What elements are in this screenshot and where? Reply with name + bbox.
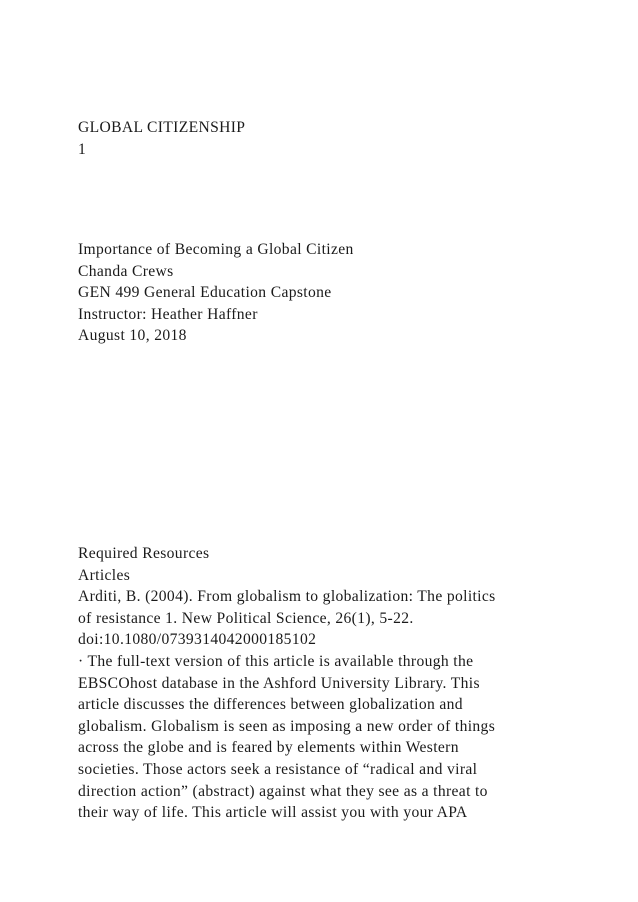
resource-text-line: of resistance 1. New Political Science, 26(1), 5-22. <box>78 609 414 627</box>
course-name: GEN 499 General Education Capstone <box>78 284 332 302</box>
resource-text-line: across the globe and is feared by elements within Western <box>78 739 459 757</box>
running-header <box>78 117 578 160</box>
paper-date: August 10, 2018 <box>78 327 187 345</box>
paper-title: Importance of Becoming a Global Citizen <box>78 241 354 258</box>
resources-subheading: Articles <box>78 566 131 584</box>
instructor-name: Instructor: Heather Haffner <box>78 305 258 323</box>
resource-text-line: · The full-text version of this article is available through the <box>78 652 474 670</box>
author-name: Chanda Crews <box>78 262 174 280</box>
resources-heading: Required Resources <box>78 545 210 562</box>
resource-text-line: globalism. Globalism is seen as imposing a new order of things <box>78 717 496 735</box>
resource-text-line: societies. Those actors seek a resistance of “radical and viral <box>78 760 478 778</box>
resource-text-line: doi:10.1080/0739314042000185102 <box>78 631 317 649</box>
running-head-title: GLOBAL CITIZENSHIP <box>78 119 246 136</box>
required-resources-section <box>78 543 578 824</box>
resource-text-line: Arditi, B. (2004). From globalism to globalization: The politics <box>78 588 496 606</box>
title-page-info <box>78 239 578 347</box>
resource-text-line: article discusses the differences between globalization and <box>78 696 463 714</box>
page-number: 1 <box>78 140 87 158</box>
resource-text-line: EBSCOhost database in the Ashford University Library. This <box>78 674 480 692</box>
resource-text-line: their way of life. This article will assist you with your APA <box>78 804 468 822</box>
resource-text-line: direction action” (abstract) against what they see as a threat to <box>78 782 488 800</box>
